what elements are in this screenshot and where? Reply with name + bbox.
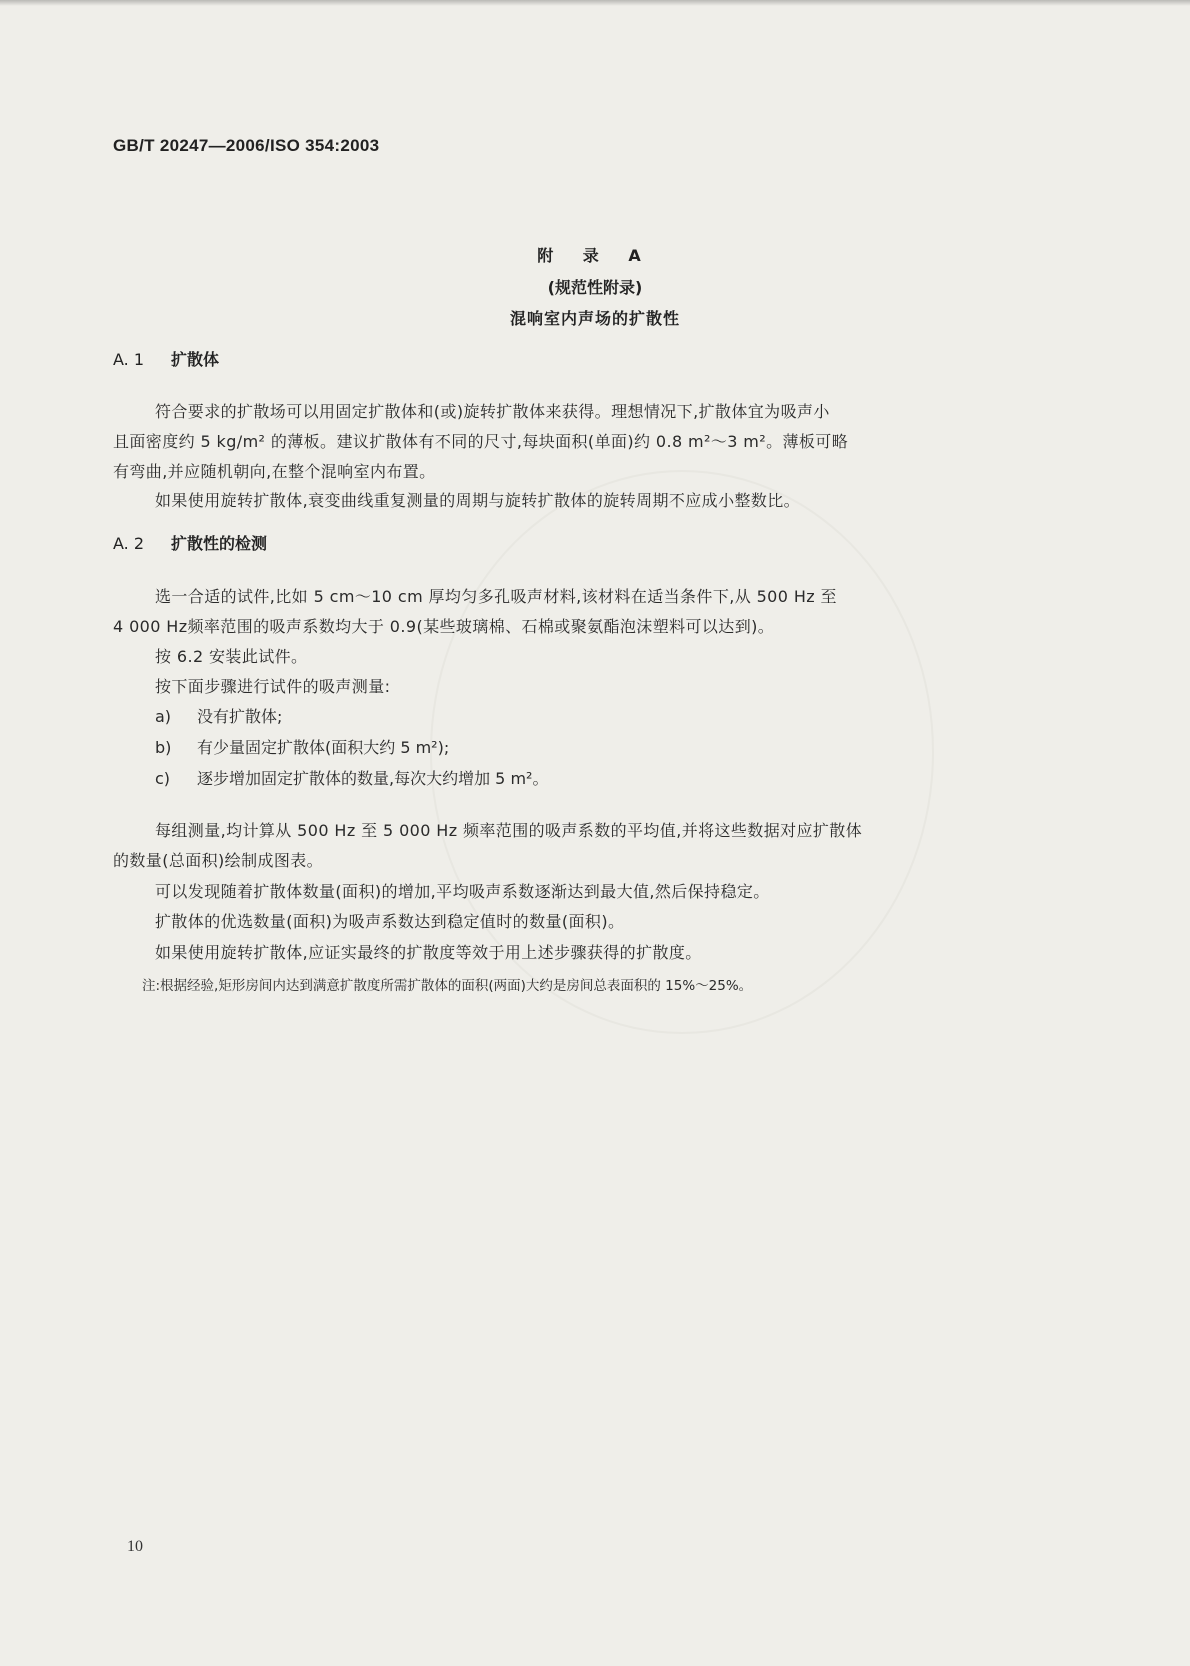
paragraph-line: 如果使用旋转扩散体,衰变曲线重复测量的周期与旋转扩散体的旋转周期不应成小整数比。	[155, 491, 801, 510]
list-item-b	[155, 733, 449, 763]
annex-subject: 混响室内声场的扩散性	[509, 309, 680, 328]
paragraph-line: 扩散体的优选数量(面积)为吸声系数达到稳定值时的数量(面积)。	[155, 912, 625, 931]
paragraph-line: 如果使用旋转扩散体,应证实最终的扩散度等效于用上述步骤获得的扩散度。	[155, 943, 702, 962]
scan-top-edge	[0, 0, 1190, 6]
section-a1-paragraph-1	[113, 397, 1047, 487]
paragraph-line: 可以发现随着扩散体数量(面积)的增加,平均吸声系数逐渐达到最大值,然后保持稳定。	[155, 882, 770, 901]
section-a2-paragraph-5	[113, 877, 1047, 907]
annex-type: (规范性附录)	[547, 278, 643, 297]
section-a2-heading	[113, 531, 267, 554]
paragraph-line: 按下面步骤进行试件的吸声测量:	[155, 677, 391, 696]
list-marker: b)	[155, 738, 172, 757]
paragraph-line: 的数量(总面积)绘制成图表。	[113, 851, 324, 870]
paragraph-line: 符合要求的扩散场可以用固定扩散体和(或)旋转扩散体来获得。理想情况下,扩散体宜为吸声小	[155, 402, 830, 421]
section-a2-paragraph-4	[113, 816, 1047, 876]
section-a2-paragraph-1	[113, 582, 1047, 642]
standard-code: GB/T 20247—2006/ISO 354:2003	[113, 136, 380, 155]
list-text: 逐步增加固定扩散体的数量,每次大约增加 5 m²。	[197, 769, 549, 788]
section-a2-paragraph-7	[113, 938, 1047, 968]
standard-code-header	[113, 136, 379, 156]
section-a1-title: 扩散体	[171, 350, 220, 369]
section-a2-paragraph-2	[113, 642, 1047, 672]
section-a2-note: 注:根据经验,矩形房间内达到满意扩散度所需扩散体的面积(两面)大约是房间总表面积的 15%～25%。	[142, 978, 753, 994]
list-text: 有少量固定扩散体(面积大约 5 m²);	[197, 738, 450, 757]
list-marker: a)	[155, 707, 172, 726]
paragraph-line: 4 000 Hz频率范围的吸声系数均大于 0.9(某些玻璃棉、石棉或聚氨酯泡沫塑料可以达到)。	[113, 617, 775, 636]
page-number: 10	[127, 1538, 143, 1555]
section-a1-number: A. 1	[113, 350, 145, 369]
list-marker: c)	[155, 769, 171, 788]
section-a1-paragraph-2	[113, 486, 1047, 516]
section-a2-paragraph-3	[113, 672, 1047, 702]
paragraph-line: 选一合适的试件,比如 5 cm～10 cm 厚均匀多孔吸声材料,该材料在适当条件下,从 500 Hz 至	[155, 587, 837, 606]
annex-title: 附 录 A	[537, 246, 653, 265]
section-a2-title: 扩散性的检测	[171, 534, 268, 553]
section-a2-paragraph-6	[113, 907, 1047, 937]
list-text: 没有扩散体;	[197, 707, 283, 726]
paragraph-line: 每组测量,均计算从 500 Hz 至 5 000 Hz 频率范围的吸声系数的平均值,并将这些数据对应扩散体	[155, 821, 863, 840]
section-a2-number: A. 2	[113, 534, 145, 553]
list-item-a	[155, 702, 282, 732]
paragraph-line: 有弯曲,并应随机朝向,在整个混响室内布置。	[113, 462, 436, 481]
paragraph-line: 按 6.2 安装此试件。	[155, 647, 308, 666]
list-item-c	[155, 764, 548, 794]
section-a1-heading	[113, 347, 219, 370]
paragraph-line: 且面密度约 5 kg/m² 的薄板。建议扩散体有不同的尺寸,每块面积(单面)约 0.8 m²～3 m²。薄板可略	[113, 432, 849, 451]
